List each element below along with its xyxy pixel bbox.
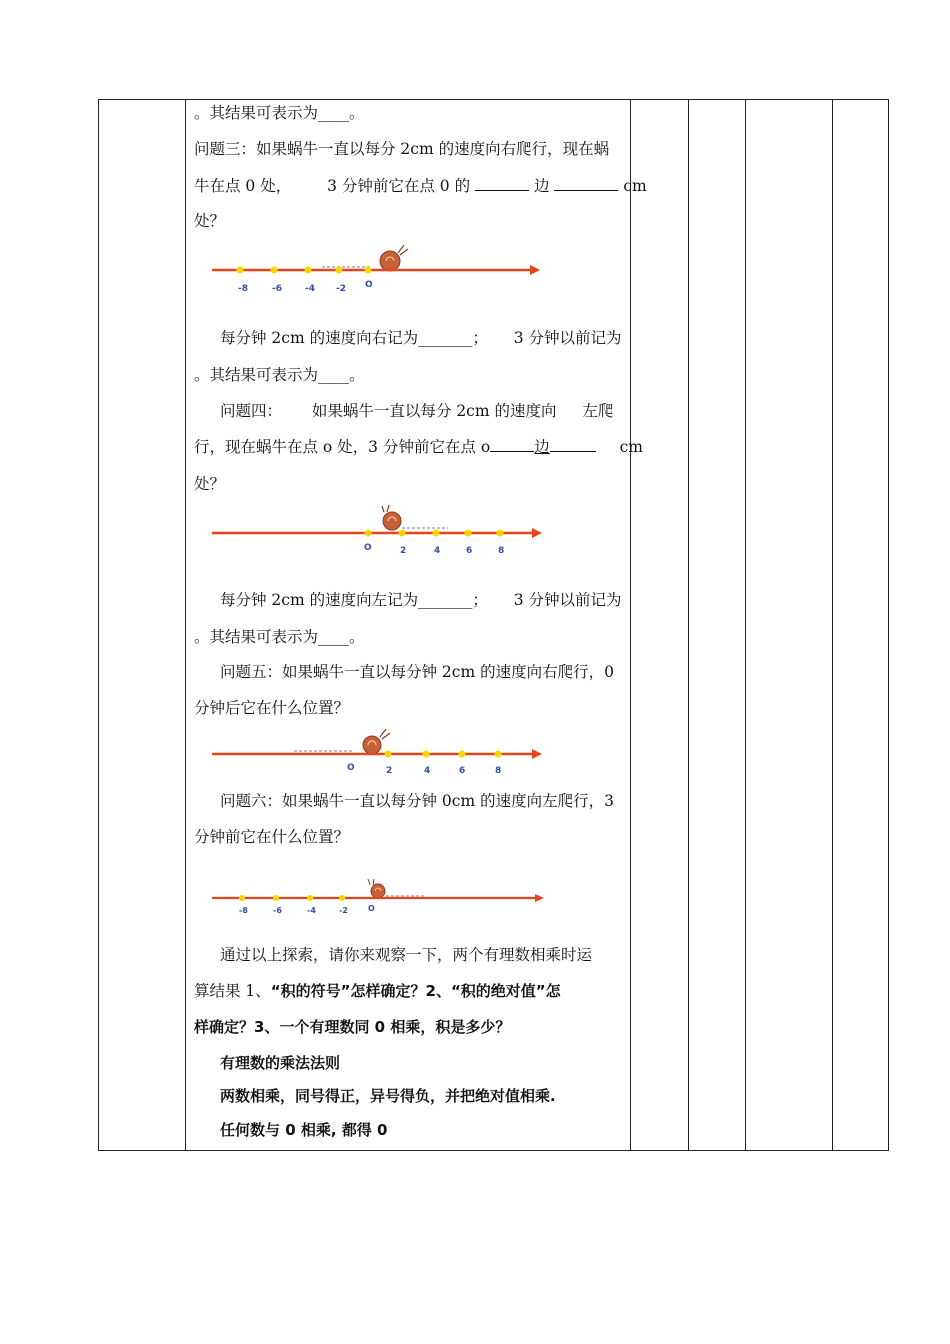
point-marker bbox=[365, 530, 372, 537]
tick-label: -6 bbox=[272, 284, 282, 294]
column-divider bbox=[630, 100, 631, 1150]
rule-line-1: 两数相乘，同号得正，异号得负，并把绝对值相乘. bbox=[220, 1087, 556, 1105]
question-3-line-1: 问题三：如果蜗牛一直以每分 2cm 的速度向右爬行，现在蜗 bbox=[194, 140, 610, 158]
axis-arrow bbox=[535, 894, 544, 902]
point-marker bbox=[459, 751, 466, 758]
point-marker bbox=[365, 267, 372, 274]
tick-label: -8 bbox=[239, 906, 248, 915]
q3-text-1: 牛在点 0 处， bbox=[194, 177, 292, 195]
tick-label: 8 bbox=[498, 546, 505, 556]
question-3-line-2 bbox=[194, 176, 647, 196]
axis-arrow bbox=[530, 265, 540, 275]
q4-answer-text: 每分钟 2cm 的速度向左记为_______； bbox=[220, 591, 488, 609]
number-line-3 bbox=[212, 727, 552, 779]
summary-line-2 bbox=[194, 981, 561, 1001]
tick-label: O bbox=[364, 543, 372, 553]
q3-answer-line-1 bbox=[220, 328, 622, 348]
tick-label: 2 bbox=[400, 546, 407, 556]
snail-icon bbox=[368, 879, 426, 898]
result-line-1: 。其结果可表示为____。 bbox=[194, 104, 365, 122]
point-marker bbox=[271, 267, 278, 274]
blank-direction[interactable] bbox=[475, 176, 529, 191]
q4-answer-line-1 bbox=[220, 590, 622, 610]
tick-label: 8 bbox=[495, 766, 502, 776]
summary-bold-text: “积的符号”怎样确定？2、“积的绝对值”怎 bbox=[270, 982, 561, 1000]
summary-text: 算结果 1、 bbox=[194, 982, 271, 1000]
snail-icon bbox=[322, 245, 408, 271]
point-marker bbox=[399, 530, 406, 537]
tick-label: -4 bbox=[305, 284, 315, 294]
rule-line-2: 任何数与 0 相乘, 都得 0 bbox=[220, 1121, 388, 1139]
number-line-2 bbox=[212, 504, 552, 559]
tick-label: O bbox=[347, 763, 355, 773]
tick-label: -8 bbox=[238, 284, 248, 294]
point-marker bbox=[305, 267, 312, 274]
column-divider bbox=[832, 100, 833, 1150]
point-marker bbox=[423, 751, 430, 758]
tick-label: -4 bbox=[307, 906, 316, 915]
point-marker bbox=[307, 895, 313, 901]
number-line-1 bbox=[212, 239, 552, 294]
q4-label: 问题四： bbox=[220, 402, 283, 420]
q4-unit: cm bbox=[619, 438, 644, 456]
point-marker bbox=[336, 267, 343, 274]
q4-answer-line-2: 。其结果可表示为____。 bbox=[194, 628, 365, 646]
question-3-line-3: 处？ bbox=[194, 212, 226, 230]
q3-answer-line-2: 。其结果可表示为____。 bbox=[194, 366, 365, 384]
question-5-line-2: 分钟后它在什么位置？ bbox=[194, 699, 350, 717]
q4-answer-text-2: 3 分钟以前记为 bbox=[513, 591, 622, 609]
q4-underlined: 边 bbox=[534, 438, 550, 456]
blank-distance[interactable] bbox=[554, 176, 618, 191]
point-marker bbox=[237, 267, 244, 274]
tick-label: 4 bbox=[424, 766, 431, 776]
blank-direction[interactable] bbox=[490, 437, 534, 452]
summary-line-1: 通过以上探索，请你来观察一下，两个有理数相乘时运 bbox=[220, 946, 593, 964]
snail-icon bbox=[294, 729, 390, 754]
tick-label: 2 bbox=[386, 766, 393, 776]
point-marker bbox=[339, 895, 345, 901]
point-marker bbox=[433, 530, 440, 537]
tick-label: -2 bbox=[339, 906, 348, 915]
tick-label: 6 bbox=[466, 546, 473, 556]
question-4-line-3: 处？ bbox=[194, 475, 226, 493]
question-6-line-1: 问题六：如果蜗牛一直以每分钟 0cm 的速度向左爬行，3 bbox=[220, 792, 614, 810]
axis-arrow bbox=[532, 528, 542, 538]
q3-text-3: 边 bbox=[533, 177, 550, 195]
axis-arrow bbox=[532, 749, 542, 759]
point-marker bbox=[497, 530, 504, 537]
summary-line-3: 样确定？3、一个有理数同 0 相乘，积是多少？ bbox=[194, 1018, 511, 1036]
question-5-line-1: 问题五：如果蜗牛一直以每分钟 2cm 的速度向右爬行，0 bbox=[220, 663, 614, 681]
tick-label: 6 bbox=[459, 766, 466, 776]
q3-unit: cm bbox=[623, 177, 647, 195]
point-marker bbox=[385, 751, 392, 758]
q3-answer-text: 每分钟 2cm 的速度向右记为_______； bbox=[220, 329, 488, 347]
number-line-4 bbox=[212, 877, 552, 919]
q3-text-2: 3 分钟前它在点 0 的 bbox=[327, 177, 471, 195]
point-marker bbox=[495, 751, 502, 758]
q4-text-2: 行，现在蜗牛在点 o 处，3 分钟前它在点 o bbox=[194, 438, 491, 456]
column-divider bbox=[688, 100, 689, 1150]
point-marker bbox=[239, 895, 245, 901]
q3-answer-text-2: 3 分钟以前记为 bbox=[513, 329, 622, 347]
question-4-line-1 bbox=[220, 401, 613, 421]
point-marker bbox=[273, 895, 279, 901]
column-divider bbox=[185, 100, 186, 1150]
tick-label: -2 bbox=[336, 284, 346, 294]
q4-text: 如果蜗牛一直以每分 2cm 的速度向 bbox=[311, 402, 557, 420]
tick-label: -6 bbox=[273, 906, 282, 915]
tick-label: O bbox=[368, 904, 375, 913]
question-4-line-2 bbox=[194, 437, 643, 457]
question-6-line-2: 分钟前它在什么位置？ bbox=[194, 828, 350, 846]
tick-label: 4 bbox=[434, 546, 441, 556]
snail-icon bbox=[382, 505, 448, 530]
column-divider bbox=[745, 100, 746, 1150]
point-marker bbox=[465, 530, 472, 537]
q4-text-end: 左爬 bbox=[582, 402, 614, 420]
rule-title: 有理数的乘法法则 bbox=[220, 1054, 341, 1072]
tick-label: O bbox=[365, 280, 373, 290]
blank-distance[interactable] bbox=[550, 437, 596, 452]
